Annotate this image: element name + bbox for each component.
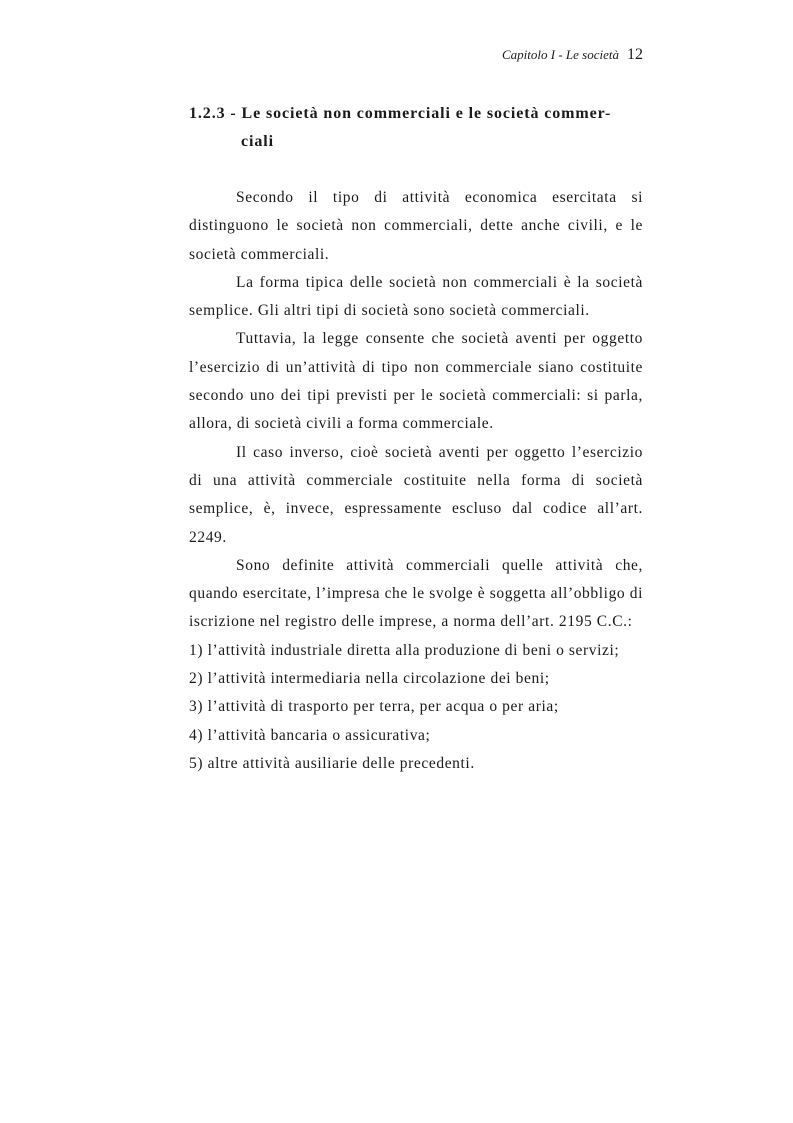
body-text	[189, 184, 643, 778]
paragraph: La forma tipica delle società non commerciali è la società semplice. Gli altri tipi di società sono società commerciali.	[189, 273, 643, 320]
section-heading-line-2: ciali	[241, 133, 274, 150]
paragraph: Il caso inverso, cioè società aventi per oggetto l’esercizio di una attività commerciale costituite nella forma di società semplice, è, invece, espressamente escluso dal codice all’art. 2249.	[189, 443, 643, 546]
paragraph: Sono definite attività commerciali quelle attività che, quando esercitate, l’impresa che le svolge è soggetta all’obbligo di iscrizione nel registro delle imprese, a norma dell’art. 2195 C.C.:	[189, 556, 643, 631]
list-item: 2) l’attività intermediaria nella circolazione dei beni;	[189, 670, 550, 688]
section-heading	[189, 100, 644, 156]
list-item: 3) l’attività di trasporto per terra, per acqua o per aria;	[189, 698, 559, 716]
paragraph: Secondo il tipo di attività economica esercitata si distinguono le società non commerciali, dette anche civili, e le società commerciali.	[189, 189, 643, 263]
activity-list	[189, 637, 643, 778]
list-item: 5) altre attività ausiliarie delle precedenti.	[189, 754, 475, 772]
section-heading-line-1: 1.2.3 - Le società non commerciali e le società commer-	[189, 105, 612, 122]
list-item: 1) l’attività industriale diretta alla produzione di beni o servizi;	[189, 641, 620, 659]
running-header	[502, 46, 643, 64]
page-number: 12	[627, 46, 643, 63]
paragraph: Tuttavia, la legge consente che società aventi per oggetto l’esercizio di un’attività di tipo non commerciale siano costituite secondo uno dei tipi previsti per le società commerciali: si parla, allora, di società civili a forma commerciale.	[189, 330, 643, 433]
list-item: 4) l’attività bancaria o assicurativa;	[189, 726, 431, 744]
running-title: Capitolo I - Le società	[502, 47, 619, 62]
